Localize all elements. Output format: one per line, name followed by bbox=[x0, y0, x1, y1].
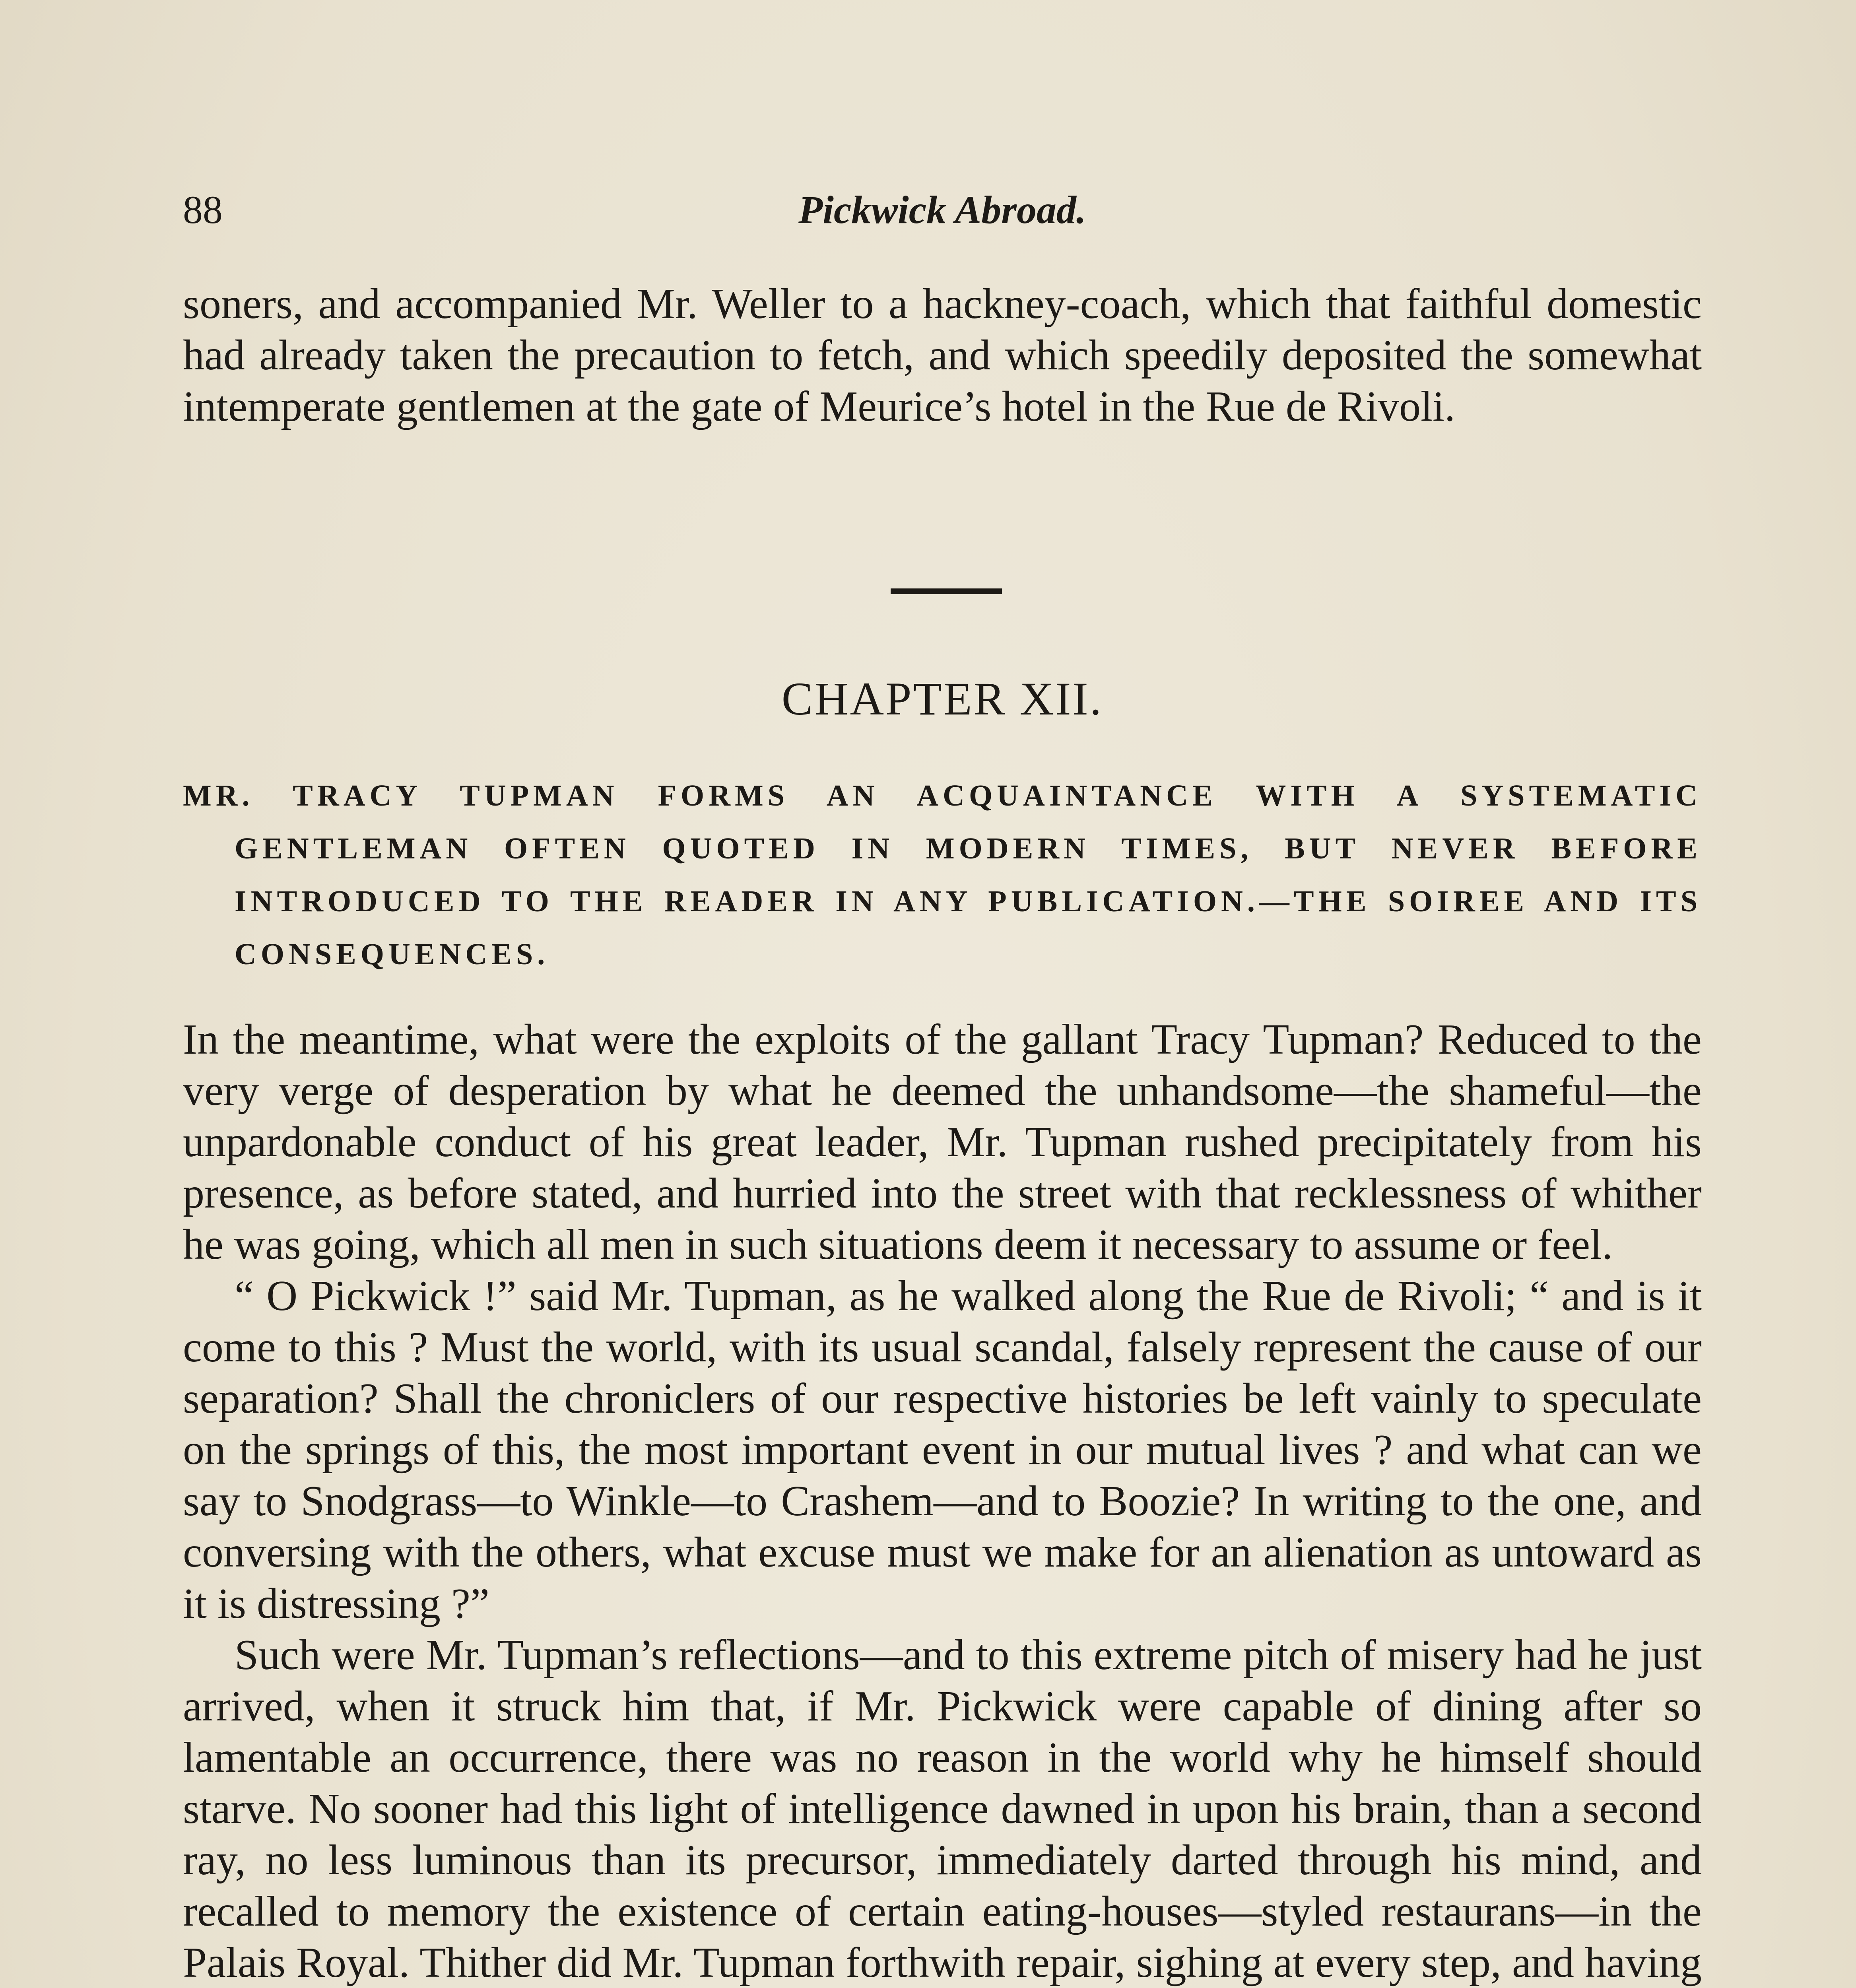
paragraph: “ O Pickwick !” said Mr. Tupman, as he walked along the Rue de Rivoli; “ and is it come to this ? Must the world, with its usual scandal, falsely represent the cause of our separation? Shall the chroniclers of our respective histories be left vainly to speculate on the springs of this, the most important event in our mutual lives ? and what can we say to Snodgrass—to Winkle—to Crashem—and to Boozie? In writing to the one, and conversing with the others, what excuse must we make for an alienation as untoward as it is distressing ?” bbox=[183, 1272, 1702, 1627]
running-head bbox=[183, 187, 1702, 247]
chapter-summary: MR. TRACY TUPMAN FORMS AN ACQUAINTANCE WITH A SYSTEMATIC GENTLEMAN OFTEN QUOTED IN MODERN TIMES, BUT NEVER BEFORE INTRODUCED TO THE READER IN ANY PUBLICATION.—THE SOIREE AND ITS CONSEQUENCES. bbox=[183, 779, 1702, 971]
paragraph: In the meantime, what were the exploits of the gallant Tracy Tupman? Reduced to the very verge of desperation by what he deemed the unhandsome—the shameful—the unpardonable conduct of his great leader, Mr. Tupman rushed precipitately from his presence, as before stated, and hurried into the street with that recklessness of whither he was going, which all men in such situations deem it necessary to assume or feel. bbox=[183, 1016, 1702, 1268]
opening-paragraph bbox=[183, 278, 1702, 432]
paragraph: Such were Mr. Tupman’s reflections—and to this extreme pitch of misery had he just arrived, when it struck him that, if Mr. Pickwick were capable of dining after so lamentable an occurrence, there was no reason in the world why he himself should starve. No sooner had this light of intelligence dawned in upon his brain, than a second ray, no less luminous than its precursor, immediately darted through his mind, and recalled to memory the existence of certain eating-houses—styled restaurans—in the Palais Royal. Thither did Mr. Tupman forthwith repair, sighing at every step, and having bbox=[183, 1631, 1702, 1986]
section-divider-rule bbox=[891, 588, 1002, 594]
running-title: Pickwick Abroad. bbox=[798, 188, 1087, 232]
opening-text: soners, and accompanied Mr. Weller to a hackney-coach, which that faithful domestic had already taken the precaution to fetch, and which speedily deposited the somewhat intemperate gentlemen at the gate of Meurice’s hotel in the Rue de Rivoli. bbox=[183, 280, 1702, 430]
page-number: 88 bbox=[183, 188, 223, 232]
chapter-heading: CHAPTER XII. bbox=[781, 673, 1103, 725]
chapter-body bbox=[183, 1014, 1702, 1988]
